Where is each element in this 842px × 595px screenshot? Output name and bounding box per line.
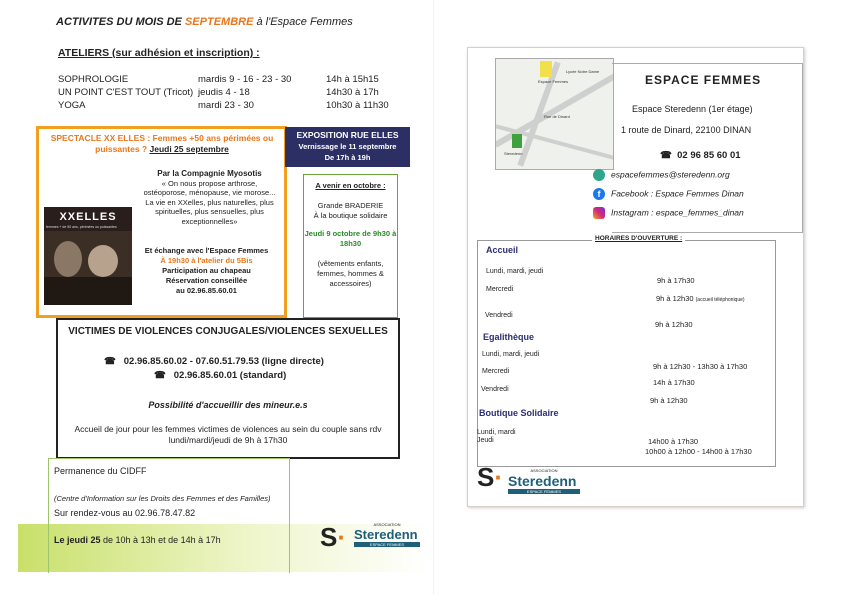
location-map: Espace Femmes Lycée Notre Dame Rue de Dinard Steredenn xyxy=(495,58,614,170)
schedule-hours: 14h à 17h30 xyxy=(653,378,695,387)
cidff-heading: Permanence du CIDFF xyxy=(54,466,147,476)
title-month: SEPTEMBRE xyxy=(184,16,254,28)
cidff-note: (Centre d'Information sur les Droits des Femmes et des Familles) xyxy=(54,494,271,503)
page-fold xyxy=(433,0,434,595)
instagram-contact[interactable]: Instagram : espace_femmes_dinan xyxy=(593,207,744,219)
spectacle-poster-image: XXELLES femmes + de 50 ans, périmées ou puissantes xyxy=(44,207,132,305)
schedule-day: Jeudi xyxy=(477,437,494,444)
schedule-day: Lundi, mardi, jeudi xyxy=(482,351,540,358)
schedule-hours: 9h à 12h30 - 13h30 à 17h30 xyxy=(653,362,748,371)
schedule-hours: 9h à 12h30 (accueil téléphonique) xyxy=(656,294,745,303)
schedule-day: Vendredi xyxy=(481,386,509,393)
email-contact[interactable]: espacefemmes@steredenn.org xyxy=(593,169,730,181)
victims-phone-direct: ☎ 02.96.85.60.02 - 07.60.51.79.53 (ligne directe) xyxy=(104,356,324,367)
facebook-contact[interactable]: f Facebook : Espace Femmes Dinan xyxy=(593,188,744,200)
espace-address-1: Espace Steredenn (1er étage) xyxy=(632,104,753,114)
schedule-hours: 9h à 17h30 xyxy=(657,276,695,285)
cidff-day: Le jeudi 25 de 10h à 13h et de 14h à 17h xyxy=(54,535,221,545)
schedule-day: Lundi, mardi, jeudi xyxy=(486,268,544,275)
ateliers-heading: ATELIERS (sur adhésion et inscription) : xyxy=(58,47,260,59)
email-icon xyxy=(593,169,605,181)
cidff-box xyxy=(18,458,430,572)
steredenn-s-icon: S· xyxy=(477,462,504,492)
spectacle-exchange: Et échange avec l'Espace Femmes À 19h30 à l'atelier du 5Bis Participation au chapeau Réservation conseillée au 02.96.85.60.01 xyxy=(144,246,269,295)
espace-phone: ☎ 02 96 85 60 01 xyxy=(660,150,741,161)
victims-mineurs: Possibilité d'accueillir des mineur.e.s xyxy=(148,400,308,410)
facebook-icon: f xyxy=(593,188,605,200)
steredenn-s-icon: S· xyxy=(320,522,347,552)
spectacle-box xyxy=(36,126,287,318)
victims-phone-standard: ☎ 02.96.85.60.01 (standard) xyxy=(154,370,287,381)
schedule-hours: 14h00 à 17h30 xyxy=(648,437,699,446)
exposition-box: EXPOSITION RUE ELLES Vernissage le 11 septembre De 17h à 19h xyxy=(285,127,410,167)
espace-title: ESPACE FEMMES xyxy=(645,73,762,87)
schedule-day: Mercredi xyxy=(486,286,514,293)
horaires-heading: HORAIRES D'OUVERTURE : xyxy=(592,235,685,242)
section-egalitheque: Egalithèque xyxy=(483,332,535,342)
victims-box xyxy=(56,318,400,459)
avenir-box: A venir en octobre : Grande BRADERIE À la boutique solidaire Jeudi 9 octobre de 9h30 à 18h30 (vêtements enfants, femmes, hommes & accessoires) xyxy=(303,174,398,318)
espace-address-2: 1 route de Dinard, 22100 DINAN xyxy=(621,125,752,135)
schedule-hours: 9h à 12h30 xyxy=(655,320,693,329)
schedule-hours: 10h00 à 12h00 - 14h00 à 17h30 xyxy=(645,447,752,456)
schedule-day: Vendredi xyxy=(485,312,513,319)
steredenn-logo-text: ASSOCIATION Steredenn ESPACE FEMMES xyxy=(354,522,420,547)
steredenn-logo-right-text: ASSOCIATION Steredenn ESPACE FEMMES xyxy=(508,468,580,494)
instagram-icon xyxy=(593,207,605,219)
section-boutique: Boutique Solidaire xyxy=(479,408,559,418)
spectacle-company: Par la Compagnie Myosotis « On nous propose arthrose, ostéoporose, ménopause, vie morose... La vie en XXelles, plus naturelles, plus spirituelles, plus sensuelles, plus exceptionnelles» xyxy=(143,169,276,226)
spectacle-title: SPECTACLE XX ELLES : Femmes +50 ans périmées ou puissantes ? Jeudi 25 septembre xyxy=(50,133,274,154)
steredenn-logo xyxy=(320,522,346,553)
schedule-day: Lundi, mardi xyxy=(477,429,516,436)
cidff-rdv: Sur rendez-vous au 02.96.78.47.82 xyxy=(54,508,196,518)
victims-accueil: Accueil de jour pour les femmes victimes de violences au sein du couple sans rdv lundi/mardi/jeudi de 9h à 17h30 xyxy=(74,424,382,445)
schedule-day: Mercredi xyxy=(482,368,510,375)
steredenn-logo-right xyxy=(477,462,503,493)
section-accueil: Accueil xyxy=(486,245,519,255)
page-title: ACTIVITES DU MOIS DE SEPTEMBRE à l'Espace Femmes xyxy=(56,16,353,28)
victims-title: VICTIMES DE VIOLENCES CONJUGALES/VIOLENCES SEXUELLES xyxy=(68,326,388,337)
schedule-hours: 9h à 12h30 xyxy=(650,396,688,405)
